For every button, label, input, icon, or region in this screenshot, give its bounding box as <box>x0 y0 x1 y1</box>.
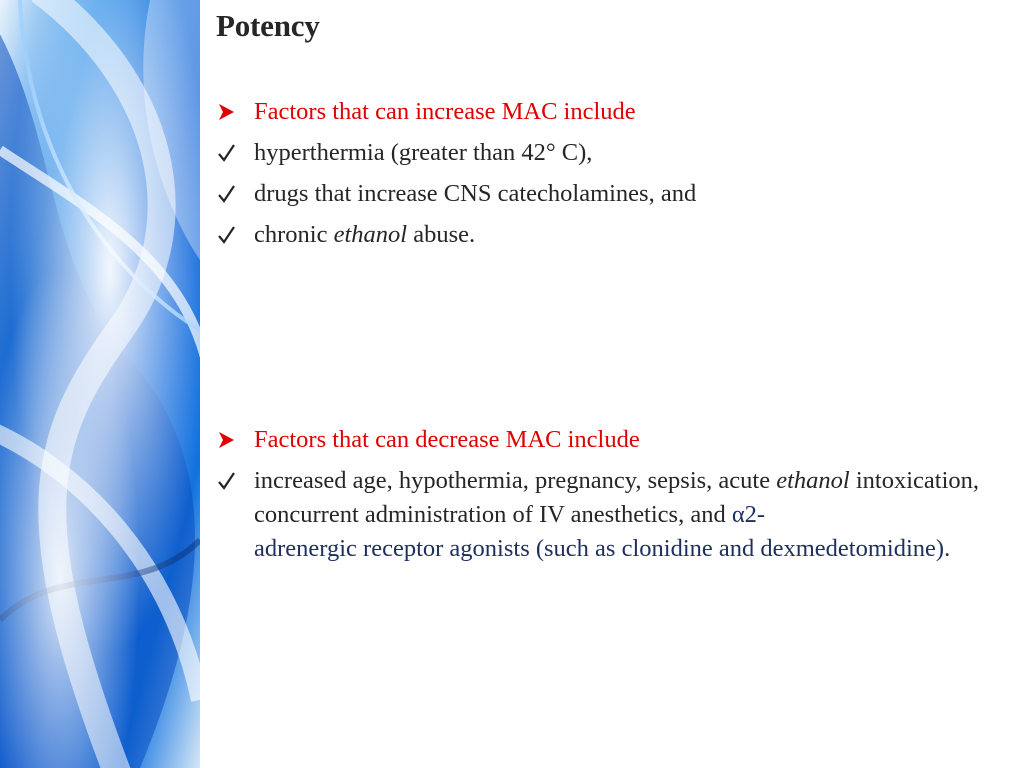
arrowhead-bullet-icon <box>216 95 244 129</box>
list-item-text: drugs that increase CNS catecholamines, and <box>254 180 697 207</box>
decorative-blue-swirl <box>0 0 200 768</box>
checkmark-icon <box>216 136 244 170</box>
increase-heading-row <box>216 95 1006 129</box>
text-fragment: intoxication, concurrent administration of IV anesthetics, and <box>254 467 980 528</box>
list-item <box>216 177 1006 211</box>
list-item <box>216 136 1006 170</box>
text-fragment: increased age, hypothermia, pregnancy, sepsis, acute <box>254 467 777 494</box>
list-item-text <box>254 467 979 562</box>
text-fragment: abuse. <box>407 221 476 248</box>
checkmark-icon <box>216 218 244 252</box>
list-item-text: hyperthermia (greater than 42° C), <box>254 139 593 166</box>
list-item-text <box>254 221 475 248</box>
decrease-heading-row <box>216 423 1006 457</box>
text-fragment-highlight: adrenergic receptor agonists (such as clonidine and dexmedetomidine). <box>254 535 951 562</box>
list-item <box>216 464 1006 566</box>
arrowhead-bullet-icon <box>216 423 244 457</box>
slide-title: Potency <box>216 8 320 43</box>
italic-term: ethanol <box>333 221 408 248</box>
italic-term: ethanol <box>776 467 850 494</box>
decrease-factors-section <box>216 423 1006 573</box>
increase-heading: Factors that can increase MAC include <box>254 98 636 125</box>
list-item <box>216 218 1006 252</box>
increase-factors-section <box>216 95 1006 259</box>
checkmark-icon <box>216 464 244 498</box>
text-fragment: chronic <box>254 221 334 248</box>
decrease-heading: Factors that can decrease MAC include <box>254 426 640 453</box>
checkmark-icon <box>216 177 244 211</box>
alpha-prefix: α2- <box>731 501 766 528</box>
